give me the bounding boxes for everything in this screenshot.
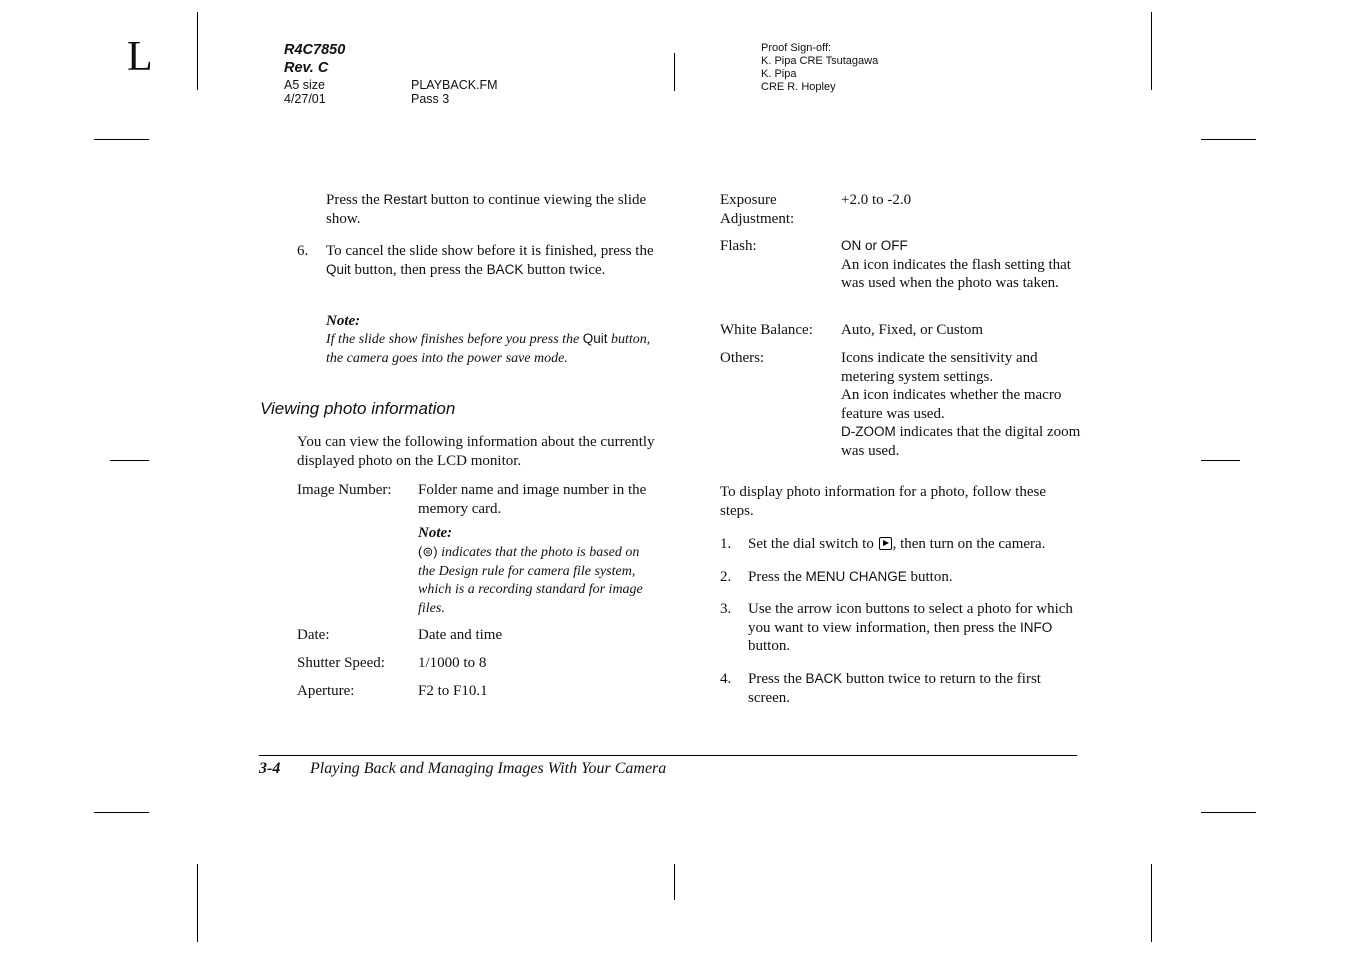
step-number: 6.: [297, 243, 309, 259]
step-3-text: Use the arrow icon buttons to select a photo for which you want to view information, then press the INFO button.: [748, 601, 1073, 654]
doc-pass: Pass 3: [411, 92, 450, 106]
doc-code: R4C7850: [284, 42, 346, 58]
footer-chapter-title: Playing Back and Managing Images With Your Camera: [310, 760, 667, 777]
playback-icon: [879, 537, 892, 550]
doc-rev: Rev. C: [284, 60, 329, 76]
crop-mark: [1201, 139, 1256, 140]
doc-size: A5 size: [284, 78, 325, 92]
row-value-aperture: F2 to F10.1: [418, 683, 488, 699]
row-label-image-number: Image Number:: [297, 482, 392, 498]
row-label-date: Date:: [297, 627, 330, 643]
row-value-image-number: Folder name and image number in the memory card.: [418, 482, 647, 517]
crop-mark: [197, 864, 198, 942]
crop-mark: [1151, 864, 1152, 942]
doc-file: PLAYBACK.FM: [411, 78, 498, 92]
footer-rule: [259, 755, 1077, 756]
row-label-flash: Flash:: [720, 238, 757, 254]
restart-paragraph: Press the Restart button to continue viewing the slide show.: [326, 192, 647, 227]
ui-label-quit: Quit: [326, 261, 351, 277]
section-heading: Viewing photo information: [260, 399, 456, 418]
step-6-text: To cancel the slide show before it is finished, press the Quit button, then press the BACK button twice.: [326, 243, 654, 278]
note-title: Note:: [418, 525, 453, 541]
crop-mark: [94, 812, 149, 813]
crop-mark: [674, 53, 675, 91]
row-value-white-balance: Auto, Fixed, or Custom: [841, 322, 984, 338]
row-value-shutter: 1/1000 to 8: [418, 655, 487, 671]
proof-line: K. Pipa: [761, 68, 797, 80]
crop-mark: [1201, 812, 1256, 813]
step-number: 2.: [720, 569, 732, 585]
note-title: Note:: [326, 313, 361, 329]
step-4-text: Press the BACK button twice to return to the first screen.: [748, 671, 1041, 706]
note-slideshow: If the slide show finishes before you press the Quit button, the camera goes into the power save mode.: [326, 331, 651, 366]
row-label-shutter: Shutter Speed:: [297, 655, 385, 671]
crop-mark: [674, 864, 675, 900]
crop-mark: [1201, 460, 1240, 461]
doc-date: 4/27/01: [284, 92, 326, 106]
row-value-exposure: +2.0 to -2.0: [841, 192, 912, 208]
step-2-text: Press the MENU CHANGE button.: [748, 569, 953, 585]
ui-label-d-zoom: D-ZOOM: [841, 424, 896, 439]
crop-mark: [94, 139, 149, 140]
step-number: 3.: [720, 601, 732, 617]
row-label-white-balance: White Balance:: [720, 322, 813, 338]
proof-signoff: [761, 42, 878, 94]
ui-label-info: INFO: [1020, 619, 1053, 635]
crop-mark: [197, 12, 198, 90]
step-number: 4.: [720, 671, 732, 687]
ui-label-on-off: ON or OFF: [841, 238, 908, 253]
crop-mark: [110, 460, 149, 461]
proof-line: Proof Sign-off:: [761, 42, 832, 54]
side-letter: L: [127, 34, 153, 80]
ui-label-back: BACK: [486, 261, 524, 277]
row-value-flash: ON or OFF An icon indicates the flash setting that was used when the photo was taken.: [841, 237, 1081, 293]
intro-paragraph: You can view the following information about the currently displayed photo on the LCD monitor.: [297, 434, 655, 469]
display-intro-paragraph: To display photo information for a photo, follow these steps.: [720, 484, 1046, 519]
row-label-aperture: Aperture:: [297, 683, 355, 699]
step-number: 1.: [720, 536, 732, 552]
note-dcf: (⊜) indicates that the photo is based on the Design rule for camera file system, which is a recording standard for image files.: [418, 544, 643, 616]
dcf-symbol: (⊜): [418, 544, 438, 559]
row-value-others: Icons indicate the sensitivity and metering system settings. An icon indicates whether the macro feature was used. D-ZOOM indicates that the digital zoom was used.: [841, 350, 1081, 459]
page-number: 3-4: [259, 760, 281, 777]
step-1-text: Set the dial switch to , then turn on the camera.: [748, 536, 1046, 552]
row-value-date: Date and time: [418, 627, 503, 643]
row-label-others: Others:: [720, 350, 765, 366]
row-label-exposure: Exposure Adjustment:: [720, 192, 795, 227]
ui-label-back: BACK: [805, 671, 843, 686]
ui-label-menu-change: MENU CHANGE: [805, 569, 907, 584]
crop-mark: [1151, 12, 1152, 90]
proof-line: CRE R. Hopley: [761, 81, 836, 93]
ui-label-restart: Restart: [383, 192, 428, 207]
proof-line: K. Pipa CRE Tsutagawa: [761, 55, 879, 67]
ui-label-quit: Quit: [582, 331, 608, 346]
